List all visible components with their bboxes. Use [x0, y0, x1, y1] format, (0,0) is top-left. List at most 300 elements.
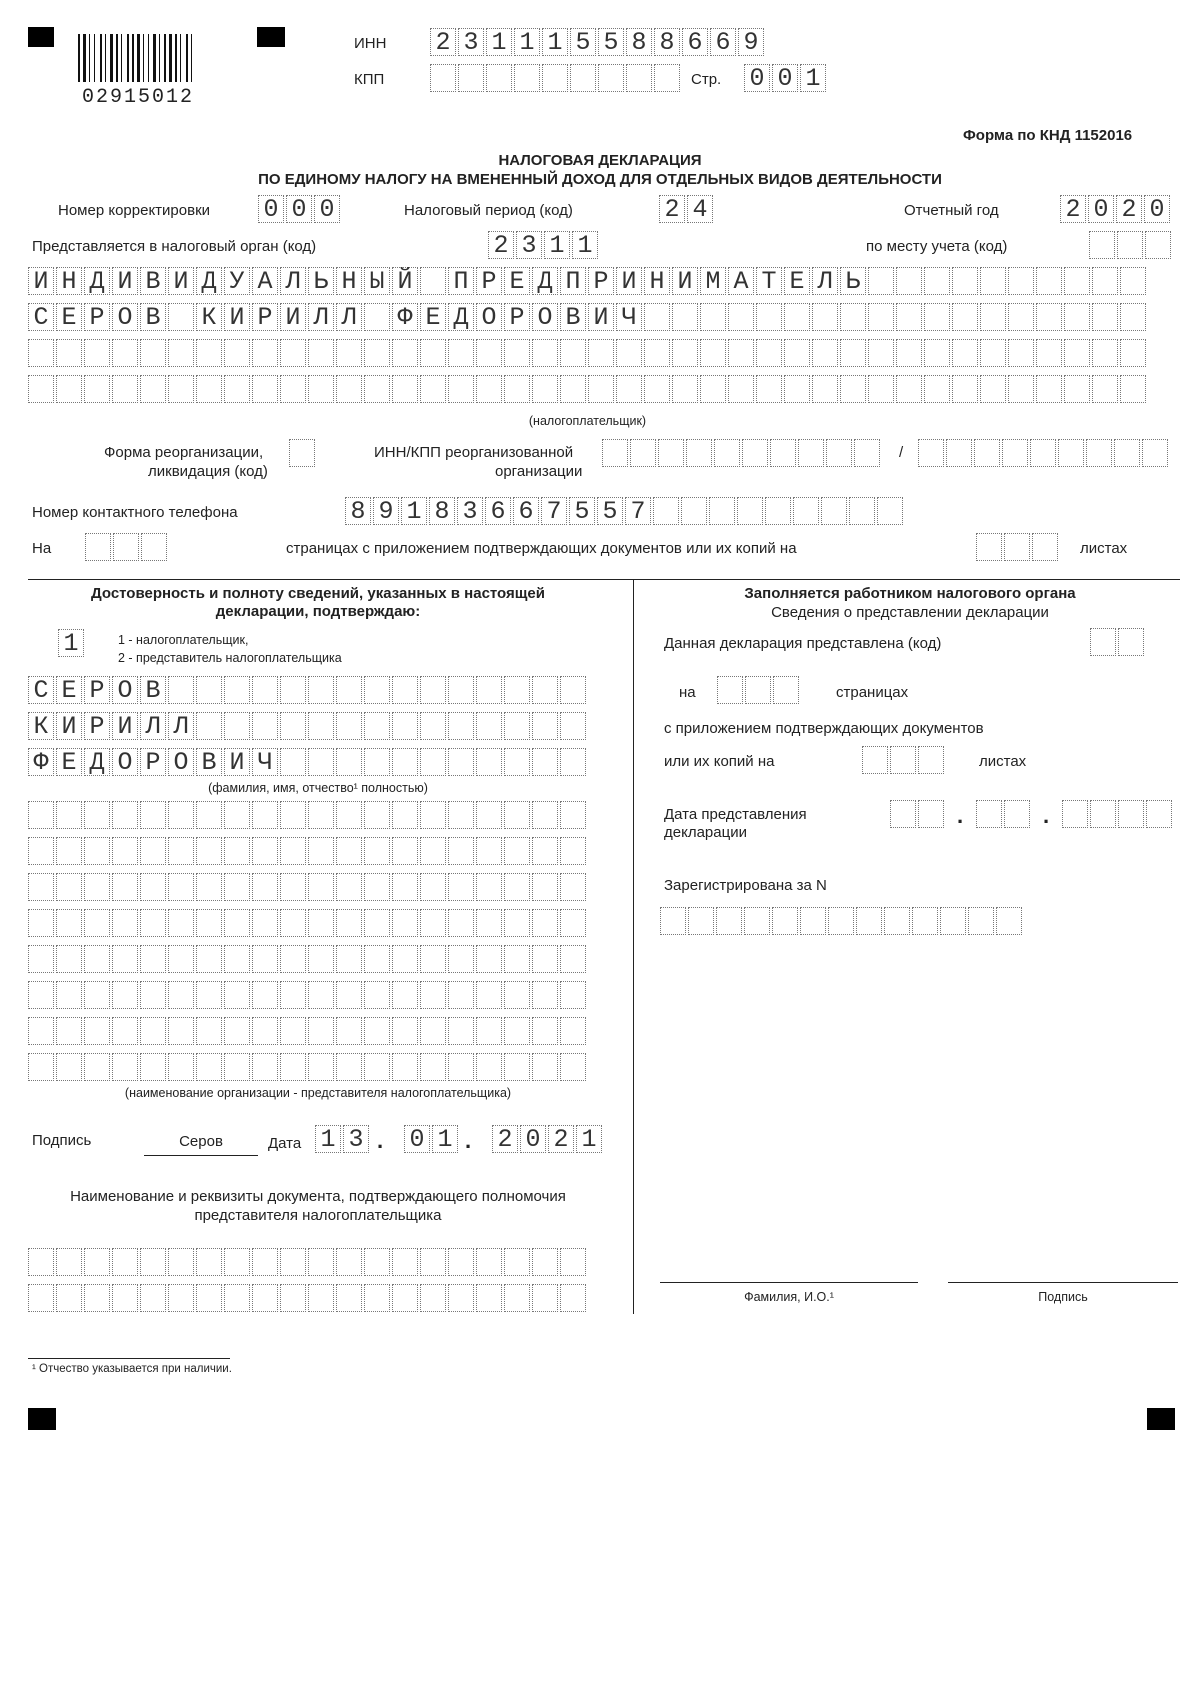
char-cell [168, 909, 194, 937]
char-cell [504, 873, 530, 901]
char-cell: 0 [744, 64, 770, 92]
barcode-graphic [78, 34, 230, 92]
place-label: по месту учета (код) [866, 238, 1008, 255]
char-cell: 1 [514, 28, 540, 56]
reorg-form-label-2: ликвидация (код) [148, 463, 268, 480]
char-cell [800, 907, 826, 935]
taxpayer-caption: (налогоплательщик) [528, 414, 647, 428]
char-cell [420, 676, 446, 704]
char-cell [946, 439, 972, 467]
pages-count-cells [85, 533, 169, 561]
char-cell [976, 533, 1002, 561]
char-cell [476, 945, 502, 973]
footnote: ¹ Отчество указывается при наличии. [32, 1363, 232, 1375]
taxpayer-row-2 [28, 303, 1148, 331]
char-cell [1032, 533, 1058, 561]
char-cell [28, 981, 54, 1009]
char-cell [336, 339, 362, 367]
date-dot-2: . [465, 1128, 472, 1153]
char-cell [392, 712, 418, 740]
char-cell: 1 [401, 497, 427, 525]
confirm-heading-2: декларации, подтверждаю: [215, 603, 421, 620]
char-cell [1064, 267, 1090, 295]
pages-on-label: На [32, 540, 52, 557]
char-cell: Р [84, 303, 110, 331]
char-cell: 1 [432, 1125, 458, 1153]
char-cell: Р [140, 748, 166, 776]
char-cell [252, 375, 278, 403]
char-cell [196, 712, 222, 740]
char-cell [1120, 375, 1146, 403]
char-cell: 3 [457, 497, 483, 525]
char-cell [84, 981, 110, 1009]
char-cell: Л [336, 303, 362, 331]
char-cell [224, 676, 250, 704]
char-cell [84, 801, 110, 829]
char-cell [280, 909, 306, 937]
char-cell: Л [308, 303, 334, 331]
char-cell [364, 1053, 390, 1081]
char-cell [996, 907, 1022, 935]
char-cell [514, 64, 540, 92]
char-cell [980, 339, 1006, 367]
char-cell: Е [56, 676, 82, 704]
char-cell [252, 712, 278, 740]
char-cell [1092, 267, 1118, 295]
char-cell: А [252, 267, 278, 295]
char-cell [1117, 231, 1143, 259]
char-cell [420, 837, 446, 865]
taxpayer-row-1 [28, 267, 1148, 295]
patronymic-cells [28, 748, 588, 776]
surname-cells [28, 676, 588, 704]
submit-date-month-cells [976, 800, 1032, 828]
char-cell [280, 375, 306, 403]
char-cell [840, 375, 866, 403]
char-cell [532, 981, 558, 1009]
char-cell [196, 1017, 222, 1045]
registered-number-cells [660, 907, 1024, 935]
correction-label: Номер корректировки [58, 202, 211, 219]
char-cell [1008, 303, 1034, 331]
char-cell [504, 981, 530, 1009]
reorg-form-cell [289, 439, 317, 467]
char-cell: О [112, 748, 138, 776]
barcode [78, 34, 230, 109]
char-cell: 1 [315, 1125, 341, 1153]
org-row-3 [28, 873, 588, 901]
char-cell [224, 339, 250, 367]
char-cell [560, 748, 586, 776]
char-cell [849, 497, 875, 525]
char-cell [28, 1017, 54, 1045]
char-cell [532, 676, 558, 704]
char-cell [793, 497, 819, 525]
tax-officer-sign-caption: Подпись [1038, 1290, 1088, 1304]
char-cell: 3 [343, 1125, 369, 1153]
char-cell [532, 1284, 558, 1312]
char-cell [336, 1053, 362, 1081]
barcode-bar [94, 34, 95, 82]
char-cell [588, 339, 614, 367]
char-cell [756, 303, 782, 331]
char-cell [532, 1248, 558, 1276]
char-cell: И [224, 748, 250, 776]
char-cell: И [56, 712, 82, 740]
char-cell [224, 712, 250, 740]
char-cell [420, 1017, 446, 1045]
char-cell [28, 873, 54, 901]
char-cell [168, 873, 194, 901]
char-cell [140, 801, 166, 829]
char-cell [364, 303, 390, 331]
char-cell [532, 1017, 558, 1045]
char-cell [504, 1284, 530, 1312]
char-cell [504, 1053, 530, 1081]
char-cell [84, 1053, 110, 1081]
char-cell: 6 [513, 497, 539, 525]
char-cell: 0 [258, 195, 284, 223]
char-cell: Р [252, 303, 278, 331]
char-cell [308, 676, 334, 704]
char-cell [140, 1284, 166, 1312]
char-cell [1092, 339, 1118, 367]
char-cell [560, 981, 586, 1009]
char-cell [364, 1017, 390, 1045]
char-cell [532, 945, 558, 973]
org-row-5 [28, 945, 588, 973]
char-cell [1120, 339, 1146, 367]
char-cell [940, 907, 966, 935]
char-cell: Е [504, 267, 530, 295]
date-label: Дата [268, 1135, 302, 1152]
char-cell [84, 1248, 110, 1276]
barcode-bar [175, 34, 177, 82]
char-cell [686, 439, 712, 467]
char-cell: 1 [542, 28, 568, 56]
char-cell [196, 945, 222, 973]
char-cell [840, 339, 866, 367]
char-cell [672, 339, 698, 367]
char-cell [224, 801, 250, 829]
char-cell [56, 1284, 82, 1312]
char-cell: О [532, 303, 558, 331]
char-cell [252, 1053, 278, 1081]
char-cell [196, 676, 222, 704]
char-cell: Т [756, 267, 782, 295]
doc-row-1 [28, 1248, 588, 1276]
char-cell: Н [644, 267, 670, 295]
char-cell [616, 339, 642, 367]
char-cell [420, 981, 446, 1009]
char-cell [112, 981, 138, 1009]
org-row-2 [28, 837, 588, 865]
char-cell [112, 1053, 138, 1081]
char-cell: 2 [1116, 195, 1142, 223]
char-cell [336, 873, 362, 901]
char-cell [84, 945, 110, 973]
submit-date-year-cells [1062, 800, 1174, 828]
char-cell [308, 375, 334, 403]
char-cell [252, 1248, 278, 1276]
char-cell [560, 1248, 586, 1276]
char-cell [1004, 800, 1030, 828]
char-cell [84, 1017, 110, 1045]
char-cell [420, 748, 446, 776]
char-cell [252, 945, 278, 973]
char-cell [728, 303, 754, 331]
char-cell [560, 945, 586, 973]
char-cell [28, 375, 54, 403]
char-cell [448, 1284, 474, 1312]
inn-cells [430, 28, 766, 56]
authority-cells [488, 231, 600, 259]
char-cell [626, 64, 652, 92]
char-cell [1146, 800, 1172, 828]
char-cell [532, 712, 558, 740]
char-cell [308, 909, 334, 937]
char-cell [56, 873, 82, 901]
char-cell [952, 267, 978, 295]
char-cell [980, 375, 1006, 403]
sheets-label: листах [1080, 540, 1128, 557]
char-cell [1086, 439, 1112, 467]
char-cell [252, 676, 278, 704]
char-cell [476, 837, 502, 865]
char-cell [745, 676, 771, 704]
char-cell [420, 801, 446, 829]
footnote-rule [28, 1358, 230, 1359]
char-cell [448, 873, 474, 901]
char-cell [168, 1017, 194, 1045]
char-cell [224, 1017, 250, 1045]
char-cell: 0 [772, 64, 798, 92]
submit-date-dot-1: . [957, 803, 964, 828]
char-cell [392, 676, 418, 704]
char-cell [308, 801, 334, 829]
char-cell [196, 1053, 222, 1081]
char-cell [308, 981, 334, 1009]
char-cell [224, 873, 250, 901]
submit-date-label-1: Дата представления [664, 806, 807, 823]
char-cell [868, 339, 894, 367]
char-cell: Р [84, 676, 110, 704]
char-cell: 2 [430, 28, 456, 56]
char-cell [252, 981, 278, 1009]
char-cell: И [112, 267, 138, 295]
char-cell [737, 497, 763, 525]
char-cell [308, 873, 334, 901]
char-cell [392, 801, 418, 829]
char-cell [168, 676, 194, 704]
char-cell: Р [476, 267, 502, 295]
char-cell [56, 801, 82, 829]
char-cell [476, 676, 502, 704]
char-cell [84, 1284, 110, 1312]
char-cell [448, 981, 474, 1009]
taxpayer-row-3 [28, 339, 1148, 367]
char-cell [560, 801, 586, 829]
char-cell: В [140, 676, 166, 704]
char-cell [476, 873, 502, 901]
char-cell [570, 64, 596, 92]
char-cell: 5 [598, 28, 624, 56]
char-cell [140, 837, 166, 865]
char-cell [448, 712, 474, 740]
char-cell [280, 1017, 306, 1045]
char-cell [812, 303, 838, 331]
char-cell [420, 1248, 446, 1276]
char-cell [476, 1017, 502, 1045]
char-cell: Р [504, 303, 530, 331]
barcode-bar [180, 34, 181, 82]
registered-label: Зарегистрирована за N [664, 877, 827, 894]
char-cell [1090, 628, 1116, 656]
org-row-6 [28, 981, 588, 1009]
char-cell [364, 909, 390, 937]
char-cell [196, 873, 222, 901]
char-cell: П [560, 267, 586, 295]
char-cell [364, 375, 390, 403]
char-cell: В [140, 303, 166, 331]
char-cell [28, 801, 54, 829]
char-cell [728, 339, 754, 367]
char-cell [168, 1053, 194, 1081]
char-cell [476, 801, 502, 829]
char-cell [980, 303, 1006, 331]
char-cell [448, 339, 474, 367]
char-cell: 7 [625, 497, 651, 525]
char-cell [168, 945, 194, 973]
char-cell: В [140, 267, 166, 295]
char-cell [56, 1017, 82, 1045]
char-cell [364, 837, 390, 865]
char-cell: Е [420, 303, 446, 331]
char-cell [672, 375, 698, 403]
char-cell [560, 837, 586, 865]
char-cell [458, 64, 484, 92]
char-cell: Ь [840, 267, 866, 295]
char-cell [1090, 800, 1116, 828]
char-cell [196, 1248, 222, 1276]
char-cell [364, 339, 390, 367]
char-cell [560, 339, 586, 367]
char-cell [336, 375, 362, 403]
char-cell: Д [84, 267, 110, 295]
signature-label: Подпись [32, 1132, 92, 1149]
char-cell [28, 1248, 54, 1276]
char-cell [364, 1248, 390, 1276]
char-cell: 0 [286, 195, 312, 223]
barcode-bar [116, 34, 118, 82]
char-cell [504, 1017, 530, 1045]
char-cell [336, 945, 362, 973]
char-cell [392, 945, 418, 973]
char-cell [918, 800, 944, 828]
char-cell [252, 873, 278, 901]
char-cell [289, 439, 315, 467]
char-cell [168, 837, 194, 865]
char-cell [392, 748, 418, 776]
char-cell: Ь [308, 267, 334, 295]
char-cell: Е [56, 303, 82, 331]
char-cell [308, 945, 334, 973]
char-cell [918, 439, 944, 467]
char-cell [392, 339, 418, 367]
barcode-bar [127, 34, 129, 82]
char-cell: Л [140, 712, 166, 740]
barcode-bar [159, 34, 160, 82]
char-cell [560, 712, 586, 740]
char-cell [168, 981, 194, 1009]
char-cell [196, 375, 222, 403]
char-cell: Ч [616, 303, 642, 331]
submitted-label: Данная декларация представлена (код) [664, 635, 942, 652]
tax-office-subheading: Сведения о представлении декларации [771, 604, 1049, 621]
org-caption: (наименование организации - представителя налогоплательщика) [124, 1086, 512, 1100]
char-cell [112, 339, 138, 367]
char-cell [812, 339, 838, 367]
char-cell [420, 267, 446, 295]
char-cell [112, 375, 138, 403]
char-cell: К [196, 303, 222, 331]
char-cell [420, 375, 446, 403]
char-cell [1036, 375, 1062, 403]
signer-option-2: 2 - представитель налогоплательщика [118, 651, 342, 665]
char-cell [974, 439, 1000, 467]
char-cell: 1 [800, 64, 826, 92]
char-cell [224, 1284, 250, 1312]
char-cell [420, 1284, 446, 1312]
org-row-8 [28, 1053, 588, 1081]
char-cell [976, 800, 1002, 828]
char-cell [1142, 439, 1168, 467]
char-cell [1145, 231, 1171, 259]
char-cell [392, 981, 418, 1009]
char-cell [336, 748, 362, 776]
char-cell [756, 339, 782, 367]
char-cell [504, 837, 530, 865]
char-cell [280, 712, 306, 740]
char-cell [772, 907, 798, 935]
char-cell [504, 676, 530, 704]
reorg-form-label-1: Форма реорганизации, [104, 444, 264, 461]
char-cell [918, 746, 944, 774]
char-cell: С [28, 676, 54, 704]
char-cell [336, 837, 362, 865]
section-divider [28, 579, 1180, 580]
char-cell [476, 375, 502, 403]
right-sheets-label: листах [979, 753, 1027, 770]
year-cells [1060, 195, 1172, 223]
char-cell: Л [280, 267, 306, 295]
char-cell [532, 339, 558, 367]
char-cell [336, 909, 362, 937]
taxpayer-row-4 [28, 375, 1148, 403]
corner-marker-bottom-left [28, 1408, 56, 1430]
char-cell [896, 267, 922, 295]
char-cell [196, 339, 222, 367]
char-cell [756, 375, 782, 403]
kpp-cells [430, 64, 682, 92]
char-cell [504, 748, 530, 776]
char-cell [280, 945, 306, 973]
char-cell: И [112, 712, 138, 740]
char-cell [364, 712, 390, 740]
char-cell [448, 909, 474, 937]
date-year-cells [492, 1125, 604, 1153]
kpp-label: КПП [354, 71, 385, 88]
